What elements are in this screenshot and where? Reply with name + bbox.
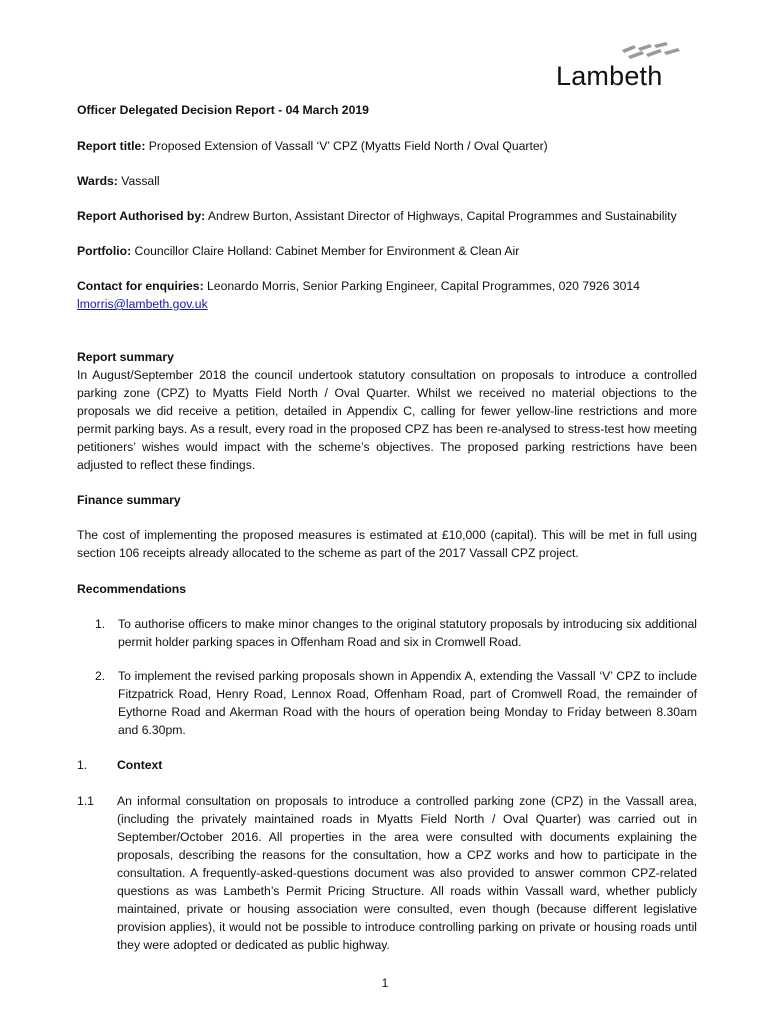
context-heading: Context bbox=[117, 758, 163, 772]
wards-label: Wards: bbox=[77, 174, 118, 188]
logo-wordmark: Lambeth bbox=[556, 61, 663, 91]
recommendations-heading: Recommendations bbox=[77, 582, 187, 596]
wards-value: Vassall bbox=[117, 174, 160, 188]
context-heading-row bbox=[77, 756, 697, 774]
report-title-line bbox=[77, 137, 697, 155]
recommendation-text: To implement the revised parking proposals shown in Appendix A, extending the Vassall ‘V’ CPZ to include Fitzpatrick Road, Henry Road, Lennox Road, Offenham Road, part of Cromwell Road, the remainder of Eythorne Road and Akerman Road with the hours of operation being Monday to Friday between 8.30am and 6.30pm. bbox=[118, 669, 697, 737]
recommendation-item bbox=[95, 667, 697, 739]
lambeth-logo bbox=[556, 42, 696, 94]
report-title-value: Proposed Extension of Vassall ‘V’ CPZ (Myatts Field North / Oval Quarter) bbox=[145, 139, 548, 153]
report-header-title: Officer Delegated Decision Report - 04 March 2019 bbox=[77, 103, 369, 117]
authorised-value: Andrew Burton, Assistant Director of Highways, Capital Programmes and Sustainability bbox=[205, 209, 677, 223]
portfolio-line bbox=[77, 242, 697, 260]
contact-label: Contact for enquiries: bbox=[77, 279, 204, 293]
recommendation-number: 1. bbox=[95, 617, 106, 631]
recommendation-number: 2. bbox=[95, 669, 106, 683]
wards-line bbox=[77, 172, 697, 190]
portfolio-value: Councillor Claire Holland: Cabinet Member for Environment & Clean Air bbox=[131, 244, 520, 258]
context-paragraph bbox=[77, 792, 697, 954]
page-number: 1 bbox=[381, 976, 389, 990]
portfolio-label: Portfolio: bbox=[77, 244, 132, 258]
finance-summary-text: The cost of implementing the proposed measures is estimated at £10,000 (capital). This will be met in full using section 106 receipts already allocated to the scheme as part of the 2017 Vassall CPZ project. bbox=[77, 528, 697, 560]
report-summary-text: In August/September 2018 the council undertook statutory consultation on proposals to introduce a controlled parking zone (CPZ) to Myatts Field North / Oval Quarter. Whilst we received no material objections to the proposals we did receive a petition, detailed in Appendix C, calling for fewer yellow-line restrictions and more permit parking bays. As a result, every road in the proposed CPZ has been re-analysed to stress-test how meeting petitioners’ wishes would impact with the scheme’s objectives. The proposed parking restrictions have been adjusted to reflect these findings. bbox=[77, 368, 697, 472]
authorised-label: Report Authorised by: bbox=[77, 209, 206, 223]
contact-line bbox=[77, 277, 697, 313]
report-title-label: Report title: bbox=[77, 139, 146, 153]
report-body bbox=[77, 101, 697, 971]
authorised-line bbox=[77, 207, 697, 225]
context-paragraph-text: An informal consultation on proposals to introduce a controlled parking zone (CPZ) in the Vassall area, (including the privately maintained roads in Myatts Field North / Oval Quarter) was carried out in September/October 2016. All properties in the area were consulted with documents explaining the proposals, describing the reasons for the consultation, how a CPZ works and how to participate in the consultation. A frequently-asked-questions document was also provided to answer common CPZ-related questions as was Lambeth’s Permit Pricing Structure. All roads within Vassall ward, whether publicly maintained, private or housing association were consulted, even though (because different legislative provision applies), it would not be possible to introduce controlling parking on private or housing roads until they were adopted or dedicated as public highway. bbox=[117, 794, 697, 952]
contact-value: Leonardo Morris, Senior Parking Engineer, Capital Programmes, 020 7926 3014 bbox=[203, 279, 640, 293]
recommendation-text: To authorise officers to make minor changes to the original statutory proposals by introducing six additional permit holder parking spaces in Offenham Road and six in Cromwell Road. bbox=[118, 617, 697, 649]
spacer bbox=[77, 313, 697, 348]
finance-summary-heading: Finance summary bbox=[77, 493, 181, 507]
contact-email-link[interactable]: lmorris@lambeth.gov.uk bbox=[77, 297, 208, 311]
context-section-number: 1. bbox=[77, 758, 88, 772]
report-summary-heading: Report summary bbox=[77, 350, 174, 364]
context-paragraph-number: 1.1 bbox=[77, 794, 94, 808]
recommendation-item bbox=[95, 615, 697, 651]
